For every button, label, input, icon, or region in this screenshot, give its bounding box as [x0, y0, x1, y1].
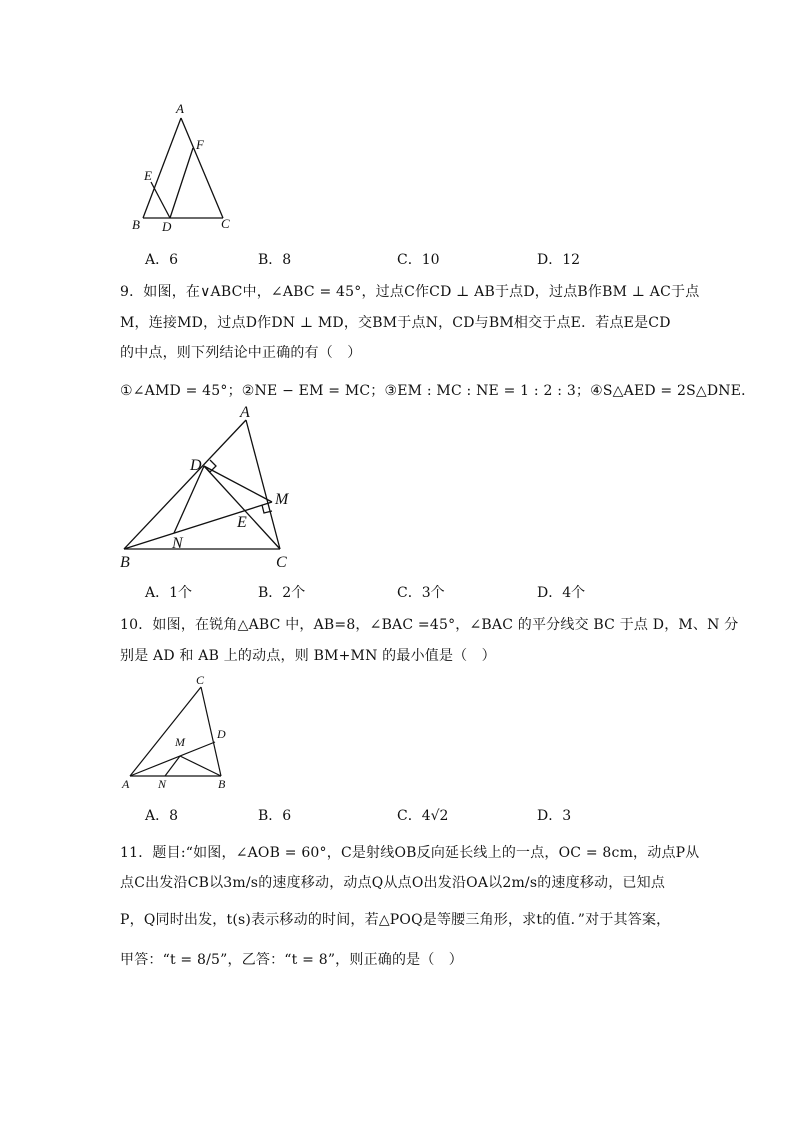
q11-stem-line1: 11．题目:“如图，∠AOB = 60°，C是射线OB反向延长线上的一点，OC = 8cm，动点P从	[120, 845, 700, 861]
label-N: N	[158, 777, 167, 791]
q10-option-b[interactable]: B．6	[258, 808, 292, 824]
q8-option-d[interactable]: D．12	[537, 252, 581, 268]
q8-figure	[125, 98, 245, 238]
label-D: D	[217, 727, 226, 741]
q11-stem-line3: P，Q同时出发，t(s)表示移动的时间，若△POQ是等腰三角形，求t的值．”对于其答案，	[120, 912, 671, 928]
q9-stem-line2: M，连接MD，过点D作DN ⊥ MD，交BM于点N，CD与BM相交于点E．若点E是CD	[120, 315, 671, 331]
q8-option-b[interactable]: B．8	[258, 252, 292, 268]
label-B: B	[218, 777, 226, 791]
label-M: M	[175, 735, 185, 749]
q9-figure	[112, 405, 312, 575]
label-A: A	[176, 101, 184, 116]
label-A: A	[240, 404, 250, 421]
label-E: E	[237, 514, 247, 531]
q9-stem-line3: 的中点，则下列结论中正确的有（ ）	[120, 345, 362, 361]
label-D: D	[162, 219, 172, 234]
q10-option-d[interactable]: D．3	[537, 808, 572, 824]
q9-option-d[interactable]: D．4个	[537, 585, 586, 601]
label-D: D	[190, 457, 202, 474]
label-B: B	[132, 217, 140, 232]
label-F: F	[196, 137, 204, 152]
q10-stem-line1: 10．如图，在锐角△ABC 中，AB=8，∠BAC =45°，∠BAC 的平分线交 BC 于点 D，M、N 分	[120, 617, 739, 633]
label-B: B	[120, 554, 130, 571]
label-A: A	[122, 777, 130, 791]
q9-option-b[interactable]: B．2个	[258, 585, 306, 601]
label-C: C	[276, 554, 287, 571]
q10-figure	[118, 670, 248, 795]
label-M: M	[275, 491, 289, 508]
q11-stem-line4: 甲答：“t = 8/5”，乙答：“t = 8”，则正确的是（ ）	[120, 952, 463, 968]
q8-option-c[interactable]: C．10	[397, 252, 440, 268]
q11-stem-line2: 点C出发沿CB以3m/s的速度移动，动点Q从点O出发沿OA以2m/s的速度移动，已知点	[120, 875, 666, 891]
q10-option-a[interactable]: A．8	[145, 808, 179, 824]
label-N: N	[172, 535, 183, 552]
q10-option-c[interactable]: C．4√2	[397, 808, 449, 824]
q8-option-a[interactable]: A．6	[145, 252, 179, 268]
label-C: C	[221, 216, 230, 231]
q9-stem-line1: 9．如图，在∨ABC中，∠ABC = 45°，过点C作CD ⊥ AB于点D，过点B作BM ⊥ AC于点	[120, 284, 700, 300]
label-E: E	[144, 168, 152, 183]
label-C: C	[196, 673, 205, 687]
q10-stem-line2: 别是 AD 和 AB 上的动点，则 BM+MN 的最小值是（ ）	[120, 648, 496, 664]
q9-statements: ①∠AMD = 45°；②NE − EM = MC；③EM : MC : NE = 1 : 2 : 3；④S△AED = 2S△DNE．	[120, 383, 756, 399]
q9-option-a[interactable]: A．1个	[145, 585, 193, 601]
q9-option-c[interactable]: C．3个	[397, 585, 445, 601]
